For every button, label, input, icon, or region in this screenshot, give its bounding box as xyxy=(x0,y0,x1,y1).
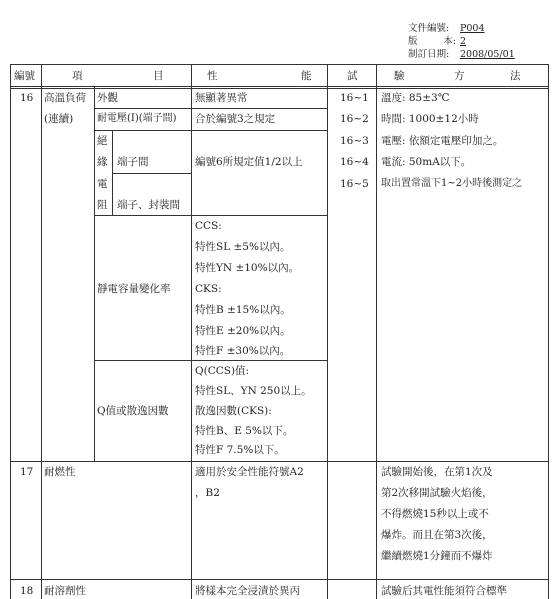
row16-sub-between-terminals: 端子間 xyxy=(117,156,149,168)
col-header-test-char-1: 試 xyxy=(347,70,358,82)
row16-test-step-no: 16~2 xyxy=(340,113,369,125)
row16-perf-q-line: 特性F 7.5%以下。 xyxy=(195,444,285,456)
row16-sub-voltage: 耐電壓(I)(端子間) xyxy=(97,113,177,124)
col-header-test-char-3: 方 xyxy=(454,70,465,82)
row16-perf-voltage: 合於編號3之規定 xyxy=(195,113,276,125)
row17-number: 17 xyxy=(20,466,34,478)
row16-perf-cap-line: 特性B ±15%以內。 xyxy=(195,304,291,316)
row17-item: 耐燃性 xyxy=(44,466,76,478)
row16-perf-cap-line: CKS: xyxy=(195,283,222,295)
row16-perf-insulation: 編號6所規定值1/2以上 xyxy=(195,156,303,168)
row18-test: 試驗后其電性能須符合標準 xyxy=(381,585,507,597)
row16-insulation-char-4: 阻 xyxy=(97,199,108,211)
row16-perf-q-line: 散逸因數(CKS): xyxy=(195,405,272,417)
row16-test-step-text: 溫度: 85±3℃ xyxy=(381,92,450,104)
row16-test-step-no: 16~5 xyxy=(340,178,369,190)
row16-perf-cap-line: 特性YN ±10%以內。 xyxy=(195,262,300,274)
file-number-value: P004 xyxy=(460,23,485,34)
row16-sub-capacitance: 靜電容量變化率 xyxy=(97,283,171,295)
row16-test-step-text: 取出置常溫下1~2小時後測定之 xyxy=(381,178,523,189)
row16-insulation-char-1: 絕 xyxy=(97,135,108,147)
row16-sub-terminal-case: 端子、封裝間 xyxy=(117,199,180,211)
row16-test-step-text: 電流: 50mA以下。 xyxy=(381,156,472,168)
row16-test-step-text: 電壓: 依額定電壓印加之。 xyxy=(381,135,504,147)
row16-perf-cap-line: 特性SL ±5%以內。 xyxy=(195,241,291,253)
col-header-perf-char-2: 能 xyxy=(301,70,312,82)
col-header-item-char-1: 項 xyxy=(72,70,83,82)
row17-perf-line: 適用於安全性能符號A2 xyxy=(195,466,304,478)
row16-insulation-char-2: 緣 xyxy=(97,156,108,168)
date-value: 2008/05/01 xyxy=(460,49,515,60)
date-row xyxy=(408,48,515,61)
row16-number: 16 xyxy=(20,92,34,104)
document-header xyxy=(408,22,515,61)
row16-sub-appearance: 外觀 xyxy=(97,92,118,104)
version-label-a: 版 xyxy=(408,36,418,47)
file-number-row xyxy=(408,22,515,35)
row16-perf-q-line: Q(CCS)值: xyxy=(195,365,250,377)
version-value: 2 xyxy=(460,36,467,47)
version-row xyxy=(408,35,515,48)
col-header-item-char-2: 目 xyxy=(153,70,164,82)
row16-test-step-text: 時間: 1000±12小時 xyxy=(381,113,479,125)
row17-perf-line: ，B2 xyxy=(195,487,220,499)
row17-test-line: 爆炸。而且在第3次後， xyxy=(381,529,493,541)
row16-test-step-no: 16~4 xyxy=(340,156,369,168)
row16-perf-cap-line: 特性F ±30%以內。 xyxy=(195,345,291,357)
row18-perf: 將樣本完全浸漬於異丙 xyxy=(195,585,300,597)
row16-item-line2: (連續) xyxy=(44,113,74,125)
row17-test-line: 繼續燃燒1分鐘而不爆炸 xyxy=(381,550,493,562)
row17-test-line: 不得燃燒15秒以上或不 xyxy=(381,508,489,520)
row16-sub-q: Q值或散逸因數 xyxy=(97,405,169,417)
row17-test-line: 試驗開始後，在第1次及 xyxy=(381,466,493,478)
row16-insulation-char-3: 電 xyxy=(97,178,108,190)
row16-perf-cap-line: CCS: xyxy=(195,220,222,232)
file-number-label: 文件編號: xyxy=(408,23,450,34)
row16-test-step-no: 16~1 xyxy=(340,92,369,104)
row18-number: 18 xyxy=(20,585,34,597)
version-label-b: 本: xyxy=(443,36,456,47)
row17-test-line: 第2次移開試驗火焰後， xyxy=(381,487,493,499)
row16-perf-q-line: 特性B、E 5%以下。 xyxy=(195,425,294,437)
row16-perf-appearance: 無顯著異常 xyxy=(195,92,248,104)
col-header-number: 編號 xyxy=(14,70,35,82)
row16-perf-cap-line: 特性E ±20%以內。 xyxy=(195,325,291,337)
col-header-test-char-4: 法 xyxy=(510,70,521,82)
col-header-perf-char-1: 性 xyxy=(207,70,218,82)
col-header-test-char-2: 驗 xyxy=(394,70,405,82)
row18-item: 耐溶劑性 xyxy=(44,585,86,597)
date-label: 制訂日期: xyxy=(408,49,450,60)
row16-perf-q-line: 特性SL、YN 250以上。 xyxy=(195,385,312,397)
row16-item-line1: 高溫負荷 xyxy=(44,92,86,104)
row16-test-step-no: 16~3 xyxy=(340,135,369,147)
